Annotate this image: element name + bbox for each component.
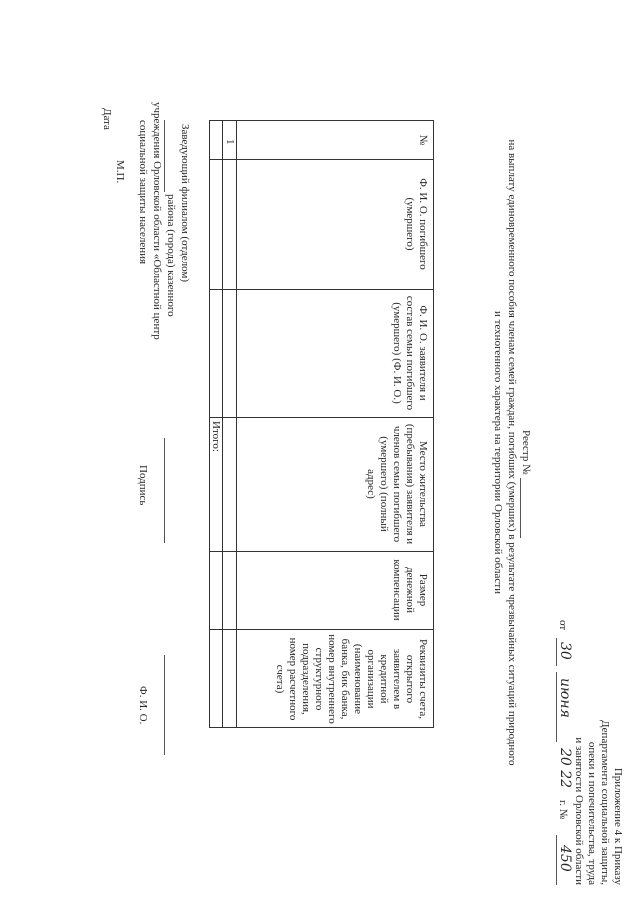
- register-table: [209, 120, 434, 728]
- appendix-line-2: Департамента социальной защиты,: [599, 720, 611, 885]
- table-col-divider: [210, 629, 433, 630]
- date-day: 30: [557, 642, 573, 660]
- register-subtitle-line-1: на выплату единовременного пособия членам семей граждан, погибших (умерших) в результате чрезвычайных ситуаций природного: [506, 139, 518, 766]
- table-header-compensation: Размер денежной компенсации: [391, 559, 429, 621]
- date-month-underline: [556, 672, 557, 742]
- date-day-underline: [556, 638, 557, 666]
- date-year: 20 22: [557, 748, 573, 789]
- register-subtitle-line-2: и техногенного характера на территории Орловской области: [492, 311, 504, 594]
- table-total-label: Итого:: [210, 421, 222, 452]
- fio-label: Ф. И. О.: [137, 686, 149, 725]
- table-header-bank-details: Реквизиты счета, открытого заявителем в кредитной организации (наименование банка, бик банка, номер внутреннего структурного подразделения, номер расчетного счета): [274, 634, 429, 724]
- date-month: июня: [557, 678, 573, 718]
- table-col-divider: [210, 289, 433, 290]
- appendix-line-4: и занятости Орловской области: [573, 737, 585, 885]
- table-header-address: Место жительства (пребывания) заявителя и членов семьи погибшего (умершего) (полный адрес): [365, 423, 429, 545]
- order-number: 450: [557, 845, 573, 872]
- date-label: Дата: [101, 108, 113, 130]
- order-number-underline: [556, 835, 557, 885]
- table-header-deceased-name: Ф. И. О. погибшего (умершего): [404, 178, 429, 270]
- table-row-number: 1: [224, 139, 236, 145]
- head-title-line-2: района (города) казенного: [165, 194, 177, 317]
- table-row-divider: [222, 121, 223, 727]
- appendix-line-1: Приложение 4 к Приказу: [612, 767, 624, 885]
- district-underline: [164, 120, 165, 192]
- signature-line: [164, 438, 165, 543]
- head-title-line-3: учреждения Орловской области «Областной центр: [151, 102, 163, 340]
- appendix-line-3: опеки и попечительства, труда: [586, 741, 598, 885]
- head-title-line-1: Заведующий филиалом (отделом): [179, 124, 191, 282]
- table-col-divider: [210, 417, 433, 418]
- register-title: Реестр №: [520, 430, 532, 475]
- signature-label: Подпись: [137, 465, 149, 506]
- table-row-divider: [236, 121, 237, 727]
- date-prefix: от: [557, 620, 569, 631]
- date-suffix: г. №: [557, 800, 569, 820]
- table-header-applicant: Ф. И. О. заявителя и состав семьи погибшего (умершего) (Ф. И. О.): [391, 295, 429, 411]
- table-col-divider: [210, 159, 433, 160]
- register-number-underline: [520, 478, 521, 538]
- table-col-divider: [210, 551, 433, 552]
- stamp-label: М.П.: [114, 160, 126, 184]
- head-title-line-4: социальной защиты населения: [137, 120, 149, 265]
- appendix-date-line: [554, 620, 572, 885]
- table-header-number: №: [417, 134, 429, 146]
- fio-line: [164, 655, 165, 755]
